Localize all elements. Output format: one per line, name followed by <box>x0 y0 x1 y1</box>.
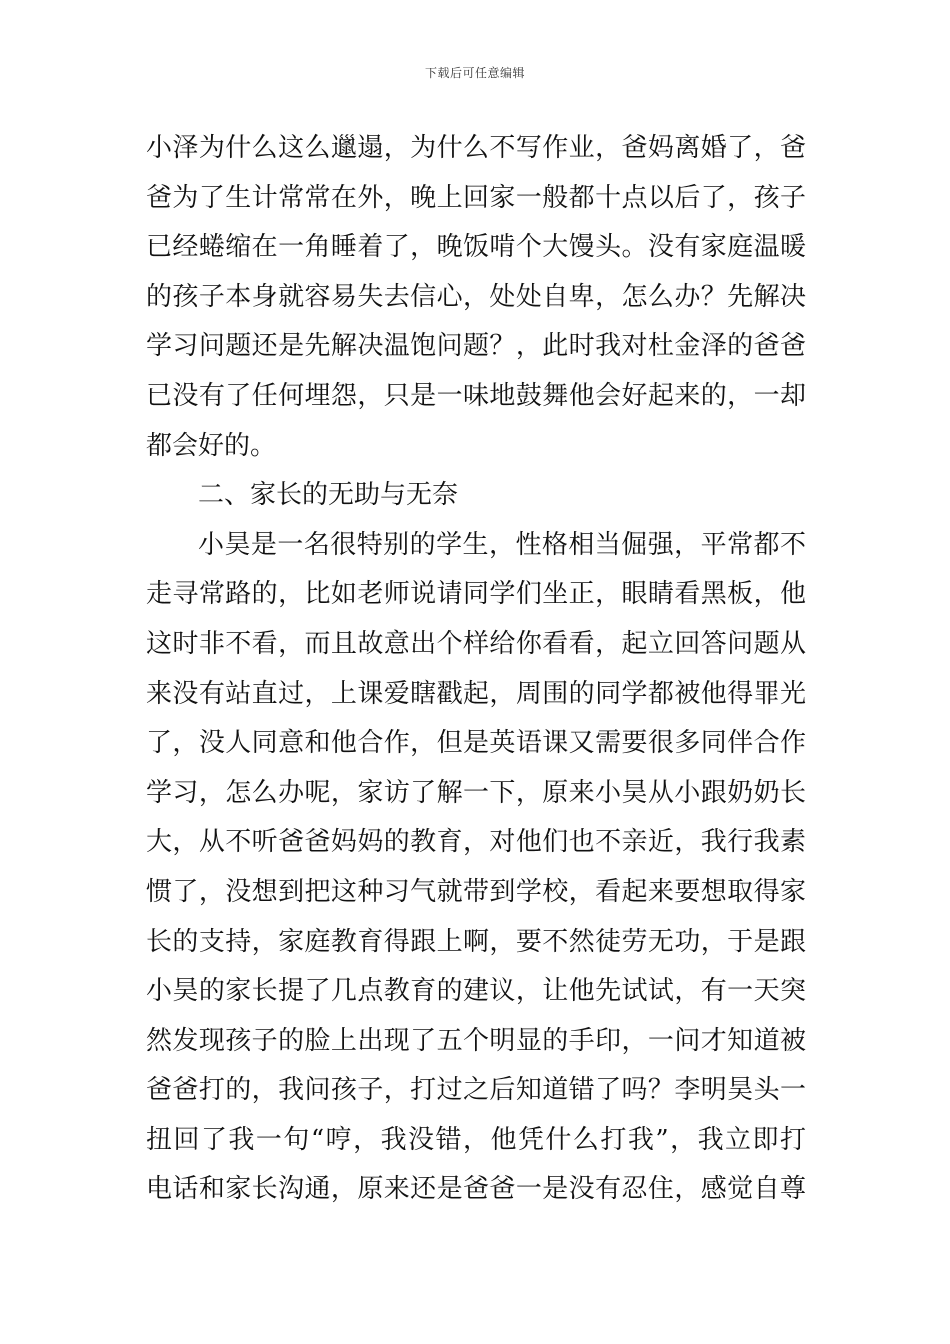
text-line: 爸爸打的，我问孩子，打过之后知道错了吗？李明昊头一 <box>146 1075 806 1106</box>
text-line: 小泽为什么这么邋遢，为什么不写作业，爸妈离婚了，爸 <box>146 133 806 163</box>
text-line: 爸为了生计常常在外，晚上回家一般都十点以后了，孩子 <box>146 182 806 213</box>
text-line: 来没有站直过，上课爱瞎戳起，周围的同学都被他得罪光 <box>146 678 806 709</box>
text-line: 长的支持，家庭教育得跟上啊，要不然徒劳无功，于是跟 <box>146 926 806 957</box>
text-line: 的孩子本身就容易失去信心，处处自卑，怎么办？先解决 <box>146 281 806 312</box>
text-line: 惯了，没想到把这种习气就带到学校，看起来要想取得家 <box>146 876 806 907</box>
section-heading: 二、家长的无助与无奈 <box>198 480 459 511</box>
text-line: 小昊是一名很特别的学生，性格相当倔强，平常都不 <box>198 529 806 560</box>
text-line: 学习问题还是先解决温饱问题？，此时我对杜金泽的爸爸 <box>146 331 806 362</box>
page-header-note: 下载后可任意编辑 <box>424 66 525 80</box>
text-line: 都会好的。 <box>146 430 277 461</box>
text-line: 学习，怎么办呢，家访了解一下，原来小昊从小跟奶奶长 <box>146 777 806 808</box>
text-line: 小昊的家长提了几点教育的建议，让他先试试，有一天突 <box>146 976 806 1007</box>
text-line: 电话和家长沟通，原来还是爸爸一是没有忍住，感觉自尊 <box>146 1174 806 1205</box>
text-line: 已经蜷缩在一角睡着了，晚饭啃个大馒头。没有家庭温暖 <box>146 232 806 263</box>
text-line: 走寻常路的，比如老师说请同学们坐正，眼睛看黑板，他 <box>146 579 806 610</box>
text-line: 扭回了我一句“哼，我没错，他凭什么打我”，我立即打 <box>146 1124 806 1155</box>
text-line: 然发现孩子的脸上出现了五个明显的手印，一问才知道被 <box>146 1025 806 1056</box>
text-line: 了，没人同意和他合作，但是英语课又需要很多同伴合作 <box>146 728 806 759</box>
text-line: 大，从不听爸爸妈妈的教育，对他们也不亲近，我行我素 <box>146 827 806 858</box>
text-line: 这时非不看，而且故意出个样给你看看，起立回答问题从 <box>146 628 806 659</box>
document-body <box>146 124 806 1215</box>
text-line: 已没有了任何埋怨，只是一味地鼓舞他会好起来的，一却 <box>146 380 806 411</box>
